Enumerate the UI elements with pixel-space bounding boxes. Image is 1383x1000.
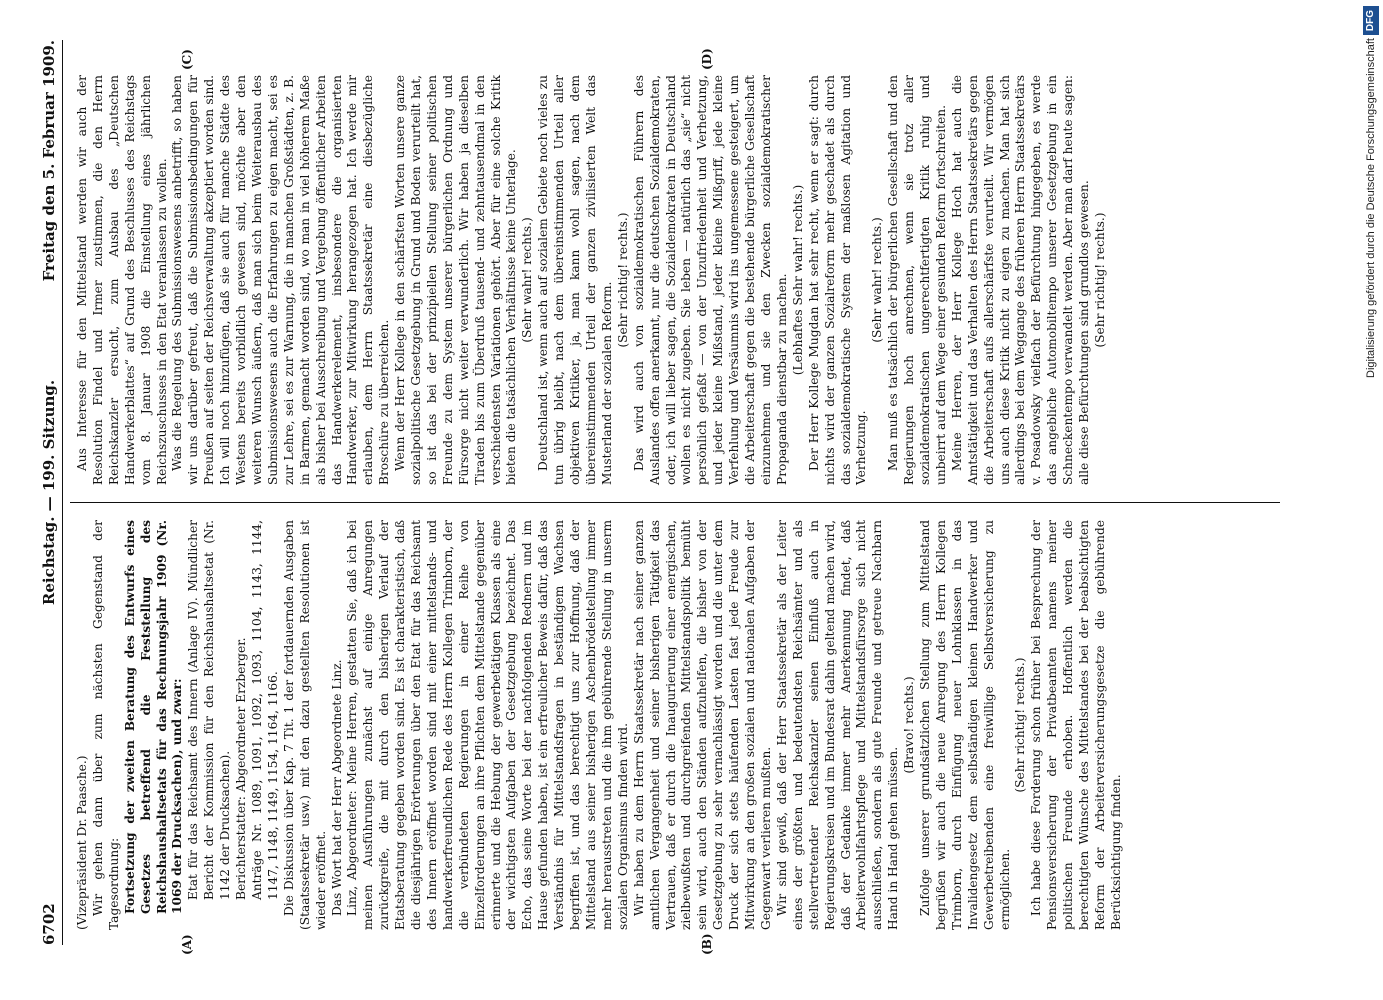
interjection: (Sehr richtig! rechts.) xyxy=(1093,212,1107,348)
speech-paragraph: Man muß es tatsächlich der bürgerlichen Gesellschaft und den Regierungen hoch anrechnen, wenn sie trotz aller sozialdemokratischen ungerechtfertigten Kritik ruhig und unbeirrt auf dem Wege einer gesunden Reform fortschreiten. xyxy=(886,75,948,485)
column-divider xyxy=(70,502,1280,503)
interjection: (Sehr richtig! rechts.) xyxy=(615,212,630,348)
credit-text: Digitalisierung gefördert durch die Deutsche Forschungsgemeinschaft xyxy=(1365,38,1377,378)
interjection: (Sehr richtig! rechts.) xyxy=(1013,657,1028,793)
speaker-header: (Vizepräsident Dr. Paasche.) xyxy=(75,755,89,930)
speech-paragraph: Meine Herren, der Herr Kollege Hoch hat auch die Amtstätigkeit und das Verhalten des Herrn Staatssekretärs gegen die Arbeiterschaft aufs allerschärfste verurteilt. Wir vermögen uns auch diese Kritik nicht zu eigen zu machen. Man hat sich allerdings bei dem Weggange des früheren Herrn Staatssekretärs v. Posadowsky vielfach der Befürchtung hingegeben, es werde das angebliche Automobiltempo unserer Gesetzgebung in ein Schneckentempo verwandelt werden. Aber man darf heute sagen: alle diese Befürchtungen sind grundlos gewesen. xyxy=(949,74,1092,485)
header-rule xyxy=(62,40,63,945)
speech-paragraph: Deutschland ist, wenn auch auf sozialem Gebiete noch vieles zu tun übrig bleibt, nach dem übereinstimmenden Urteil aller objektiven Kritiker, ja, man kann wohl sagen, nach dem übereinstimmenden Urteil der ganzen zivilisierten Welt das Musterland der sozialen Reform. xyxy=(536,75,614,485)
speech-paragraph: Zufolge unserer grundsätzlichen Stellung zum Mittelstand begrüßen wir auch die neue Anregung des Herrn Kollegen Trimborn, durch Einfügung neuer Lohnklassen in das Invalidengesetz dem selbständigen kleinen Handwerker und Gewerbetreibenden eine freiwillige Selbstversicherung zu ermöglichen. xyxy=(918,520,1012,930)
dfg-logo: DFG xyxy=(1363,6,1379,35)
speech-paragraph: Ich habe diese Forderung schon früher bei Besprechung der Pensionsversicherung der Privatbeamten namens meiner politischen Freunde erhoben. Hoffentlich werden die berechtigten Wünsche des Mittelstandes bei der beabsichtigten Reform der Arbeiterversicherungsgesetze die gebührende Berücksichtigung finden. xyxy=(1029,520,1123,930)
interjection: (Lebhaftes Sehr wahr! rechts.) xyxy=(790,184,805,376)
paragraph: Die Diskussion über Kap. 7 Tit. 1 der fortdauernden Ausgaben (Staatssekretär usw.) mit den dazu gestellten Resolutionen ist wieder eröffnet. xyxy=(281,520,328,930)
left-column xyxy=(75,520,1125,930)
speech-paragraph: Wenn der Herr Kollege in den schärfsten Worten unsere ganze sozialpolitische Gesetzgebung in Grund und Boden verurteilt hat, so ist das bei der prinzipiellen Stellung seiner politischen Freunde zu dem System unserer bürgerlichen Ordnung und Fürsorge nicht weiter verwunderlich. Wir haben ja dieselben Tiraden bis zum Überdruß tausend- und zehntausendmal in den verschiedensten Variationen gehört. Aber für eine solche Kritik bieten die tatsächlichen Verhältnisse keine Unterlage. xyxy=(393,75,519,485)
motions-line: Anträge Nr. 1089, 1091, 1092, 1093, 1104, 1143, 1144, 1147, 1148, 1149, 1154, 1164, 1166. xyxy=(249,520,280,900)
paragraph: Das Wort hat der Herr Abgeordnete Linz. xyxy=(329,659,344,916)
right-column xyxy=(75,75,1109,485)
margin-mark-c: (C) xyxy=(180,49,194,70)
margin-mark-a: (A) xyxy=(180,934,194,955)
reporter-line: Berichterstatter: Abgeordneter Erzberger. xyxy=(234,637,249,900)
paragraph: Wir gehen dann über zum nächsten Gegenstand der Tagesordnung: xyxy=(90,520,121,930)
credit-sidebar xyxy=(1360,0,1382,1000)
speech-paragraph: Linz, Abgeordneter: Meine Herren, gestatten Sie, daß ich bei meinen Ausführungen zunächst auf einige Anregungen zurückgreife, die mit durch den bisherigen Verlauf der Etatsberatung gegeben worden sind. Es ist charakteristisch, daß die diesjährigen Erörterungen über den Etat für das Reichsamt des Innern eröffnet worden sind mit einer mittelstands- und handwerkerfreundlichen Rede des Herrn Kollegen Trimborn, der die verbündeten Regierungen in einer Reihe von Einzelforderungen an ihre Pflichten dem Mittelstande gegenüber erinnerte und die Hebung der gewerbetätigen Klassen als eine der wichtigsten Aufgaben der Gesetzgebung bezeichnet. Das Echo, das seine Worte bei der nachfolgenden Rednern und im Hause gefunden haben, ist ein erfreulicher Beweis dafür, daß das Verständnis für Mittelstandsfragen in beständigem Wachsen begriffen ist, und das berechtigt uns zur Hoffnung, daß der Mittelstand aus seiner bisherigen Aschenbrödelstellung immer mehr herausstreten und die ihm gebührende Stellung in unserm sozialen Organismus finden wird. xyxy=(345,520,630,930)
speech-paragraph: Wir sind gewiß, daß der Herr Staatssekretär als der Leiter eines der größten und bedeutendsten Reichsämter und als stellvertretender Reichskanzler seinen Einfluß auch in Regierungskreisen und im Bundesrat dahin geltend machen wird, daß der Gedanke immer mehr Anerkennung findet, daß Arbeiterwohlfahrtspflege und Mittelstandsfürsorge sich nicht ausschließen, sondern als gute Freunde und getreue Nachbarn Hand in Hand gehen müssen. xyxy=(774,520,901,930)
interjection: (Sehr wahr! rechts.) xyxy=(520,217,535,343)
speech-paragraph: Der Herr Kollege Mugdan hat sehr recht, wenn er sagt: durch nichts wird der ganzen Sozialreform mehr geschadet als durch das sozialdemokratische System der maßlosen Agitation und Verhetzung. xyxy=(806,75,869,485)
speech-paragraph: Das wird auch von sozialdemokratischen Führern des Auslandes offen anerkannt, nur die deutschen Sozialdemokraten, oder, ich will lieber sagen, die Sozialdemokraten in Deutschland wollen es nicht zugeben. Sie leben — natürlich das „sie“ nicht persönlich gefaßt — von der Unzufriedenheit und Verhetzung, und jeder kleine Mißstand, jeder kleine Mißgriff, jede kleine Verfehlung und Versäumnis wird ins ungemessene gesteigert, um die Arbeiterschaft gegen die bestehende bürgerliche Gesellschaft einzunehmen und sie den Zwecken sozialdemokratischer Propaganda dienstbar zu machen. xyxy=(631,75,789,485)
margin-mark-b: (B) xyxy=(700,933,714,955)
speech-paragraph: Aus Interesse für den Mittelstand werden wir auch der Resolution Findel und Irmer zustimmen, die den Herrn Reichskanzler ersucht, zum Ausbau des „Deutschen Handwerkerblattes“ auf Grund des Beschlusses des Reichstags vom 8. Januar 1908 die Einstellung eines jährlichen Reichszuschusses in den Etat veranlassen zu wollen. xyxy=(75,75,169,485)
session-title: Reichstag. — 199. Sitzung. xyxy=(40,379,58,606)
running-header xyxy=(40,40,70,945)
margin-mark-d: (D) xyxy=(700,48,714,70)
speech-paragraph: Was die Regelung des Submissionswesens anbetrifft, so haben wir uns darüber gefreut, daß die Submissionsbedingungen für Preußen auf seiten der Reichsverwaltung akzeptiert worden sind. Ich will noch hinzufügen, daß sie auch für manche Städte des Westens bereits vorbildlich gewesen sind, möchte aber den weiteren Wunsch äußern, daß man sich beim Weiterausbau des Submissionswesens auch die Erfahrungen zu eigen macht, sei es zur Lehre, sei es zur Warnung, die in manchen Großstädten, z. B. in Barmen, gemacht worden sind, wo man in viel höherem Maße als bisher bei Ausschreibung und Vergebung öffentlicher Arbeiten das Handwerkerelement, insbesondere die organisierten Handwerker, zur Mitwirkung herangezogen hat. Ich werde mir erlauben, dem Herrn Staatssekretär eine diesbezügliche Broschüre zu überreichen. xyxy=(170,75,392,485)
credit-label xyxy=(1360,0,1382,1000)
etat-item: Etat für das Reichsamt des Innern (Anlage IV). Mündlicher Bericht der Kommission für den Reichshaushaltsetat (Nr. 1142 der Drucksachen). xyxy=(186,520,233,900)
page-number: 6702 xyxy=(40,903,58,945)
session-date: Freitag den 5. Februar 1909. xyxy=(40,40,58,282)
agenda-item: Fortsetzung der zweiten Beratung des Entwurfs eines Gesetzes betreffend die Feststellung des Reichshaushaltsetats für das Rechnungsjahr 1909 (Nr. 1069 der Drucksachen), und zwar: xyxy=(122,520,185,914)
interjection: (Bravo! rechts.) xyxy=(902,676,917,774)
speech-paragraph: Wir haben zu dem Herrn Staatssekretär nach seiner ganzen amtlichen Vergangenheit und seiner bisherigen Tätigkeit das Vertrauen, daß er durch die Inaugurierung einer energischen, zielbewußten und durchgreifenden Mittelstandspolitik bemüht sein wird, auch den Ständen aufzuhelfen, die bisher von der Gesetzgebung zu sehr vernachlässigt worden und die unter dem Druck der sich stets häufenden Lasten fast jede Freude zur Mitwirkung an den großen sozialen und nationalen Aufgaben der Gegenwart verlieren mußten. xyxy=(631,520,773,930)
interjection: (Sehr wahr! rechts.) xyxy=(870,217,885,343)
